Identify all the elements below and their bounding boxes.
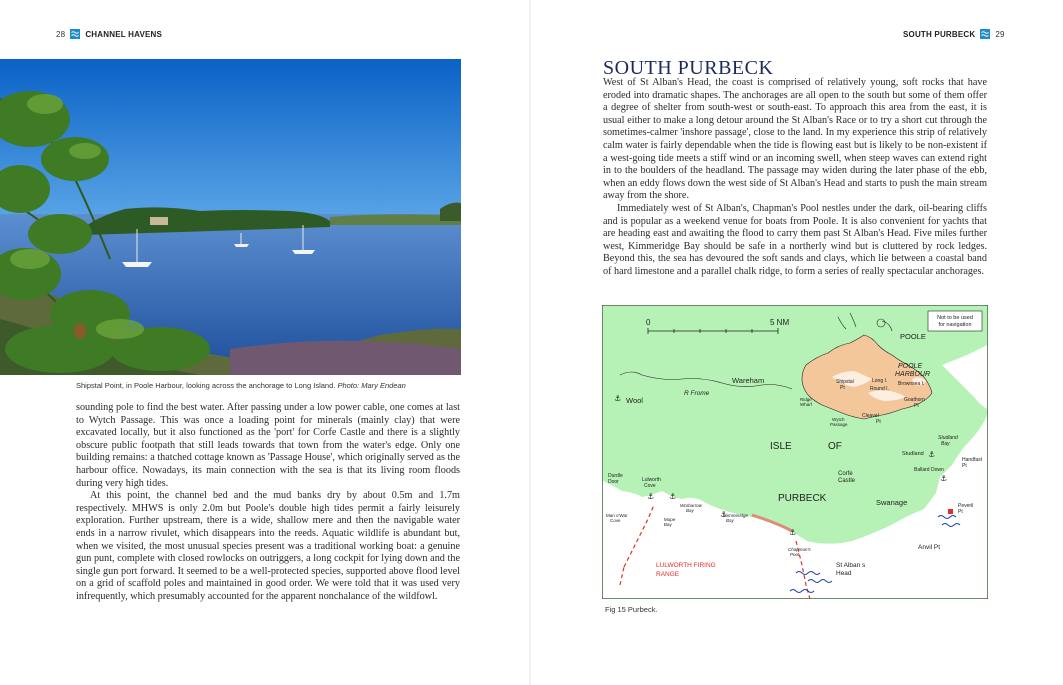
label-ridge-wharf-2: Wharf	[800, 402, 813, 407]
photo-caption	[76, 381, 406, 390]
label-ballard-down: Ballard Down	[914, 467, 944, 473]
label-durdle-2: Door	[608, 479, 619, 485]
right-page-number: 29	[995, 29, 1005, 39]
navigation-notice	[928, 311, 982, 331]
label-poole-harbour-1: POOLE	[898, 363, 923, 370]
label-shipstal-2: Pt	[840, 385, 845, 391]
label-purbeck: PURBECK	[778, 493, 827, 504]
label-poole-harbour-2: HARBOUR	[895, 371, 931, 378]
purbeck-map	[602, 305, 988, 599]
label-kimmeridge-2: Bay	[726, 518, 734, 523]
label-wareham: Wareham	[732, 376, 765, 385]
photo-credit: Photo: Mary Endean	[337, 381, 406, 390]
label-studland: Studland	[902, 451, 924, 457]
label-manowar-2: Cove	[610, 518, 621, 523]
anchor-icon: ⚓	[720, 510, 728, 519]
label-st-albans-2: Head	[836, 570, 852, 577]
label-firing-range-2: RANGE	[656, 571, 680, 578]
waves-logo-icon	[980, 29, 990, 39]
right-paragraph-2: Immediately west of St Alban's, Chapman's Pool nestles under the dark, oil-bearing cliffs and is popular as a weekend venue for boats from Poole. It is also convenient for yachts that are heading east and awaiting the flood to carry them past St Alban's Head. Five miles further west, Kimmeridge Bay should be safe in a northerly wind but is cluttered by rock ledges. Beyond this, the sea has devoured the soft sands and clays, which lie between a coastal band of hard limestone and a parallel chalk ridge, to form a series of really spectacular anchorages.	[603, 202, 987, 277]
right-paragraph-1: West of St Alban's Head, the coast is comprised of relatively young, soft rocks that have eroded into dramatic shapes. The anchorages are all open to the south but some of them offer a degree of shelter from south-west or south-east. To approach this area from the east, it is usual either to make a long detour around the St Alban's Race or to try a short cut through the sometimes-calmer 'inshore passage', close to the land. In my experience this strip of relatively calm water is fairly dependable when the tide is flowing east but is likely to be non-existent if a west-going tide meets a stiff wind or an incoming swell, when steep waves can extend right in to the boulders of the headland. The passage may widen during the later phase of the ebb, when an eddy flows down the west side of St Alban's Head and starts to push the main stream away from the shore.	[603, 77, 987, 202]
label-ridge-wharf-1: Ridge	[800, 397, 812, 402]
label-wytch-1: Wytch	[832, 417, 845, 422]
photo-caption-text: Shipstal Point, in Poole Harbour, looking across the anchorage to Long Island.	[76, 381, 336, 390]
label-mupe-2: Bay	[664, 522, 672, 527]
left-body-text	[76, 402, 460, 604]
label-shipstal-1: Shipstal	[836, 379, 854, 385]
notice-line-2: for navigation	[938, 322, 972, 328]
figure-caption: Fig 15 Purbeck.	[605, 605, 658, 614]
notice-line-1: Not to be used	[937, 315, 973, 321]
label-wytch-2: Passage	[830, 422, 848, 427]
label-lulworth-1: Lulworth	[642, 477, 661, 483]
label-swanage: Swanage	[876, 498, 908, 507]
label-isle: ISLE	[770, 441, 792, 452]
label-studland-bay-2: Bay	[941, 441, 950, 447]
label-mupe-1: Mupe	[664, 517, 676, 522]
anchor-icon: ⚓	[669, 492, 677, 501]
label-cleavel-2: Pt	[876, 419, 881, 425]
anchor-icon: ⚓	[647, 492, 655, 501]
left-page	[0, 0, 531, 685]
label-goathorn-2: Pt	[914, 403, 919, 409]
label-peveril-2: Pt	[958, 509, 963, 515]
label-worbarrow-2: Bay	[686, 508, 694, 513]
right-page	[531, 0, 1063, 685]
section-title: SOUTH PURBECK	[603, 57, 774, 79]
label-anvil: Anvil Pt	[918, 544, 941, 551]
waves-logo-icon	[70, 29, 80, 39]
label-brownsea: Brownsea I.	[898, 381, 925, 387]
left-page-number: 28	[56, 29, 66, 39]
right-running-head	[903, 29, 1005, 39]
label-peveril-1: Peveril	[958, 503, 974, 509]
label-corfe-1: Corfe	[838, 471, 853, 477]
label-studland-bay-1: Studland	[938, 435, 958, 441]
label-chapmans-2: Pool	[790, 552, 800, 557]
label-cleavel-1: Cleavel	[862, 413, 879, 419]
label-kimmeridge-1: Kimmeridge	[724, 513, 749, 518]
label-round-island: Round I.	[870, 386, 889, 392]
anchor-icon: ⚓	[940, 474, 948, 483]
label-handfast-1: Handfast	[962, 457, 983, 463]
left-running-title: CHANNEL HAVENS	[85, 29, 163, 39]
scale-end-label: 5 NM	[770, 318, 790, 327]
label-corfe-2: Castle	[838, 478, 856, 484]
label-lulworth-2: Cove	[644, 483, 656, 489]
label-handfast-2: Pt	[962, 463, 967, 469]
label-wool: Wool	[626, 396, 643, 405]
anchor-icon: ⚓	[928, 450, 936, 459]
label-goathorn-1: Goathorn	[904, 397, 925, 403]
label-chapmans-1: Chapman's	[788, 547, 811, 552]
left-paragraph-1: sounding pole to find the best water. After passing under a low power cable, one comes at last to Wytch Passage. This was once a loading point for minerals (mainly clay) that were excavated locally, but it also functioned as the 'port' for Corfe Castle and there is a slightly obscure public footpath that still leads towards that town from the water's edge. Only one building remains: a thatched cottage known as 'Passage House', which originally served as the harbour office. Nowadays, its main connection with the sea is that its living room floods during very high tides.	[76, 402, 460, 489]
label-poole: POOLE	[900, 332, 926, 341]
left-paragraph-2: At this point, the channel bed and the mud banks dry by about 0.5m and 1.7m respectively. MHWS is only 2.0m but Poole's double high tides permit a fairly leisurely exploration. Further upstream, there is a wide, shallow mere and then the navigable water ends in a narrow rivulet, which disappears into the reeds. Aquatic wildlife is abundant but, when we visited, the most unusual species present was a traditional working boat: a genuine gun punt, complete with closed rowlocks on outriggers, a long cockpit for lying down and the single gun port forward. It seemed to be a well-protected species, supported above flood level on a grid of scaffold poles and maintained in good order. We were told that it was used very infrequently, which presumably accounted for the apparent nonchalance of the wildfowl.	[76, 490, 460, 602]
harbour-photo	[0, 59, 461, 375]
right-running-title: SOUTH PURBECK	[903, 29, 976, 39]
label-st-albans-1: St Alban s	[836, 562, 866, 569]
label-manowar-1: Man o'War	[606, 513, 628, 518]
label-firing-range-1: LULWORTH FIRING	[656, 562, 716, 569]
label-of: OF	[828, 441, 842, 452]
label-long-island: Long I.	[872, 378, 888, 384]
label-r-frome: R Frome	[684, 390, 710, 397]
peveril-marker	[948, 509, 953, 514]
left-running-head	[56, 29, 162, 39]
right-body-text	[603, 77, 987, 279]
anchor-icon: ⚓	[789, 528, 797, 537]
label-worbarrow-1: Worbarrow	[680, 503, 703, 508]
scale-start-label: 0	[646, 318, 651, 327]
label-durdle-1: Durdle	[608, 473, 623, 479]
anchor-icon: ⚓	[614, 394, 622, 403]
